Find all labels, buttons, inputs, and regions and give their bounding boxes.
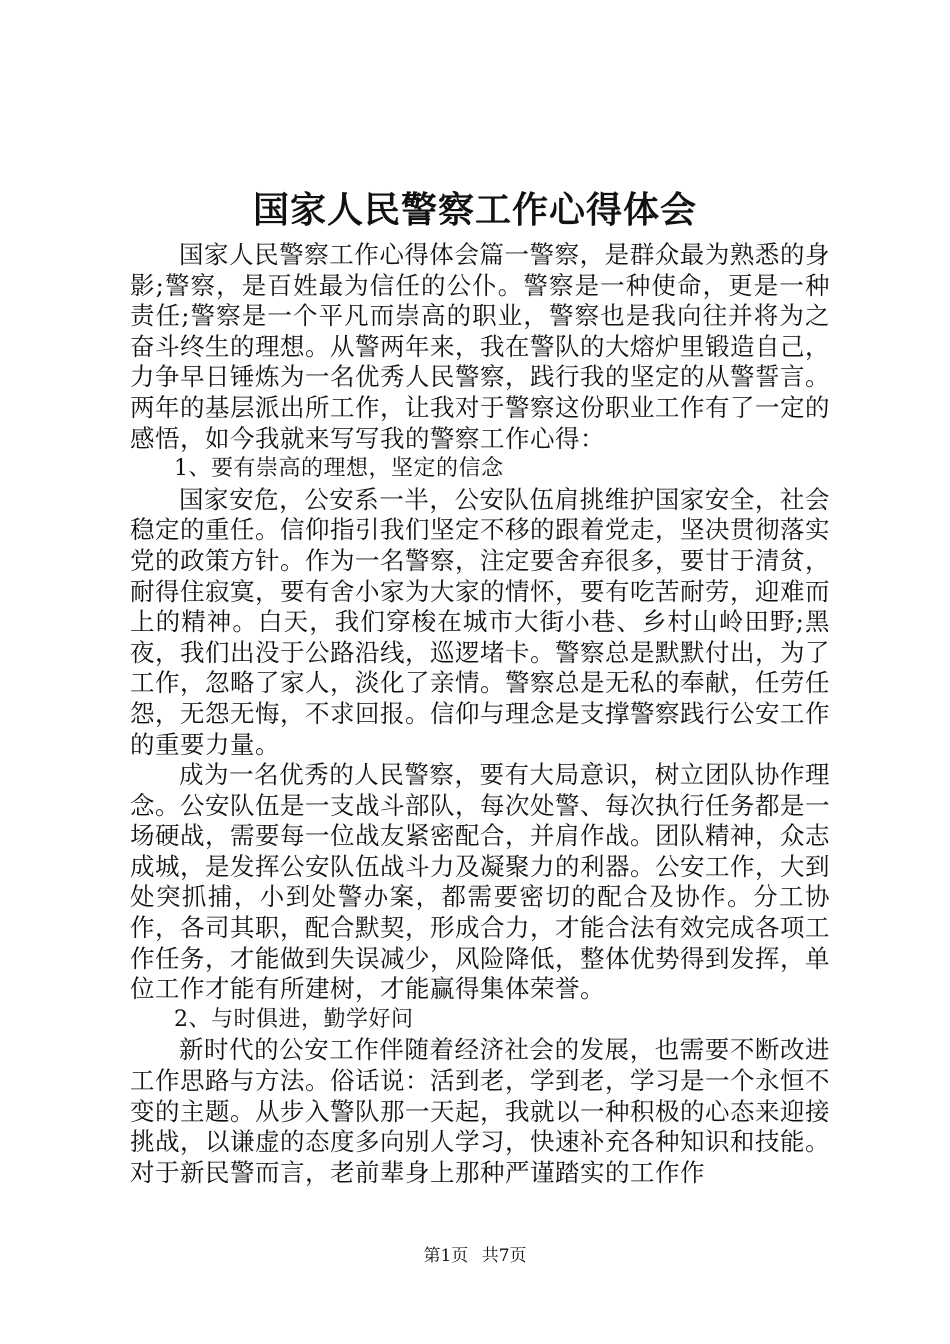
page-total: 共7页 (481, 1246, 527, 1266)
paragraph-learning: 新时代的公安工作伴随着经济社会的发展，也需要不断改进工作思路与方法。俗话说：活到老，学到老，学习是一个永恒不变的主题。从步入警队那一天起，我就以一种积极的心态来迎接挑战，以谦虚的态度多向别人学习，快速补充各种知识和技能。对于新民警而言，老前辈身上那种严谨踏实的工作作 (130, 1035, 830, 1187)
section-heading-2: 2、与时俱进，勤学好问 (174, 1006, 414, 1032)
paragraph-teamwork: 成为一名优秀的人民警察，要有大局意识，树立团队协作理念。公安队伍是一支战斗部队，每次处警、每次执行任务都是一场硬战，需要每一位战友紧密配合，并肩作战。团队精神，众志成城，是发挥公安队伍战斗力及凝聚力的利器。公安工作，大到处突抓捕，小到处警办案，都需要密切的配合及协作。分工协作，各司其职，配合默契，形成合力，才能合法有效完成各项工作任务，才能做到失误减少，风险降低，整体优势得到发挥，单位工作才能有所建树，才能赢得集体荣誉。 (130, 760, 830, 1004)
document-title: 国家人民警察工作心得体会 (252, 189, 697, 231)
page-number: 第1页 (423, 1246, 469, 1266)
section-heading-1: 1、要有崇高的理想，坚定的信念 (174, 456, 504, 482)
paragraph-belief: 国家安危，公安系一半，公安队伍肩挑维护国家安全，社会稳定的重任。信仰指引我们坚定不移的跟着党走，坚决贯彻落实党的政策方针。作为一名警察，注定要舍弃很多，要甘于清贫，耐得住寂寞，要有舍小家为大家的情怀，要有吃苦耐劳，迎难而上的精神。白天，我们穿梭在城市大街小巷、乡村山岭田野;黑夜，我们出没于公路沿线，巡逻堵卡。警察总是默默付出，为了工作，忽略了家人，淡化了亲情。警察总是无私的奉献，任劳任怨，无怨无悔，不求回报。信仰与理念是支撑警察践行公安工作的重要力量。 (130, 484, 830, 759)
page-footer (0, 1244, 950, 1268)
document-body (130, 240, 830, 1188)
paragraph-intro: 国家人民警察工作心得体会篇一警察，是群众最为熟悉的身影;警察，是百姓最为信任的公仆。警察是一种使命，更是一种责任;警察是一个平凡而崇高的职业，警察也是我向往并将为之奋斗终生的理想。从警两年来，我在警队的大熔炉里锻造自己，力争早日锤炼为一名优秀人民警察，践行我的坚定的从警誓言。两年的基层派出所工作，让我对于警察这份职业工作有了一定的感悟，如今我就来写写我的警察工作心得： (130, 240, 830, 453)
